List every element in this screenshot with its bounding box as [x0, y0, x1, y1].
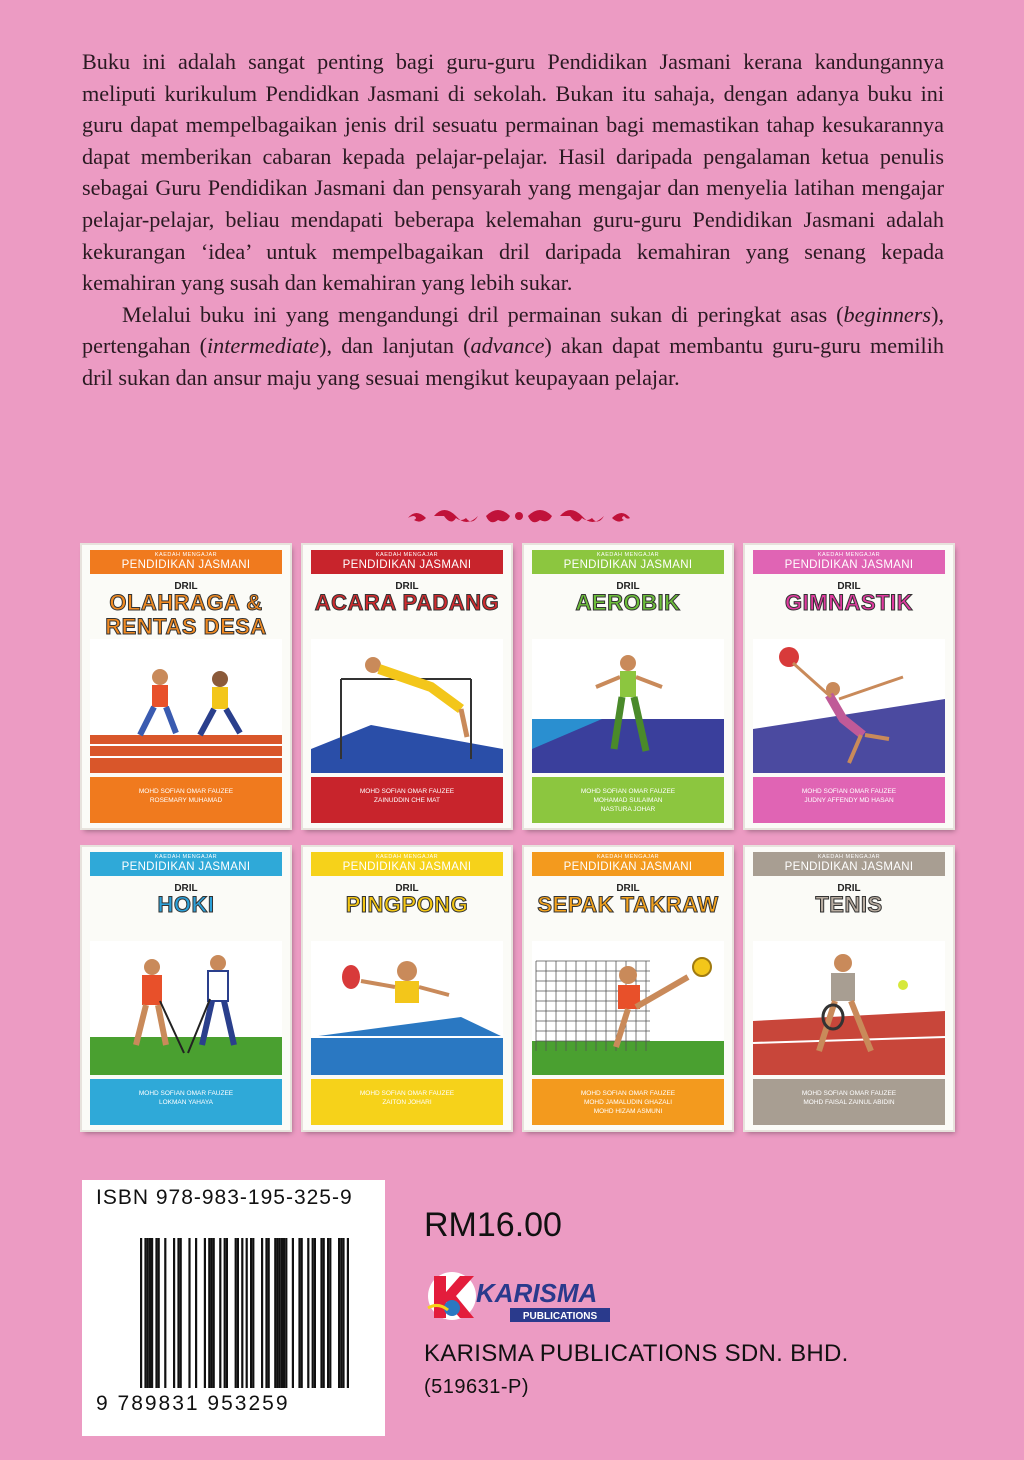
sport-illustration — [311, 639, 503, 773]
series-label: PENDIDIKAN JASMANI — [563, 559, 693, 571]
series-label: PENDIDIKAN JASMANI — [342, 861, 472, 873]
logo-brand-text: KARISMA — [476, 1278, 598, 1308]
book-authors: MOHD SOFIAN OMAR FAUZEE LOKMAN YAHAYA — [90, 1079, 282, 1125]
publisher-registration: (519631-P) — [424, 1376, 530, 1398]
book-authors: MOHD SOFIAN OMAR FAUZEE MOHAMAD SULAIMAN NASTURA JOHAR — [532, 777, 724, 823]
series-top-label: KAEDAH MENGAJAR — [596, 854, 660, 860]
series-top-label: KAEDAH MENGAJAR — [154, 552, 218, 558]
book-cover — [82, 545, 290, 828]
sport-illustration — [90, 941, 282, 1075]
series-top-label: KAEDAH MENGAJAR — [375, 854, 439, 860]
book-cover — [524, 545, 732, 828]
book-authors: MOHD SOFIAN OMAR FAUZEE MOHD FAISAL ZAINUL ABIDIN — [753, 1079, 945, 1125]
book-authors: MOHD SOFIAN OMAR FAUZEE ROSEMARY MUHAMAD — [90, 777, 282, 823]
dril-label: DRIL — [174, 581, 198, 592]
book-cover — [745, 545, 953, 828]
blurb-p2-text-e: ), dan lanjutan ( — [319, 333, 471, 359]
isbn-label: ISBN 978-983-195-325-9 — [96, 1186, 353, 1209]
dril-label: DRIL — [616, 581, 640, 592]
publisher-name: KARISMA PUBLICATIONS SDN. BHD. — [424, 1340, 849, 1367]
dril-label: DRIL — [837, 883, 861, 894]
blurb-term-advance: advance — [470, 333, 545, 359]
blurb-paragraph-2 — [82, 299, 944, 394]
series-band — [90, 852, 282, 876]
dril-label: DRIL — [395, 883, 419, 894]
sport-illustration — [532, 941, 724, 1075]
book-title: AEROBIK — [575, 590, 681, 615]
sport-illustration — [90, 639, 282, 773]
book-illustration — [753, 639, 945, 773]
blurb-term-beginners: beginners — [843, 301, 932, 327]
series-band — [753, 852, 945, 876]
book-illustration — [532, 941, 724, 1075]
book-title: OLAHRAGA & RENTAS DESA — [105, 590, 267, 639]
series-label: PENDIDIKAN JASMANI — [121, 559, 251, 571]
book-authors: MOHD SOFIAN OMAR FAUZEE ZAITON JOHARI — [311, 1079, 503, 1125]
book-cover — [303, 847, 511, 1130]
series-top-label: KAEDAH MENGAJAR — [817, 854, 881, 860]
series-band — [311, 550, 503, 574]
series-label: PENDIDIKAN JASMANI — [121, 861, 251, 873]
dril-label: DRIL — [837, 581, 861, 592]
series-band — [532, 550, 724, 574]
series-band — [532, 852, 724, 876]
blurb-paragraph-1: Buku ini adalah sangat penting bagi guru-guru Pendidikan Jasmani kerana kandungannya meliputi kurikulum Pendidkan Jasmani di sekolah. Bukan itu sahaja, dengan adanya buku ini guru dapat mempelbagaikan jenis dril sesuatu permainan bagi memastikan tahap kesukarannya dapat memberikan cabaran kepada pelajar-pelajar. Hasil daripada pengalaman ketua penulis sebagai Guru Pendidikan Jasmani dan pensyarah yang mengajar dan menyelia latihan mengajar pelajar-pelajar, beliau mendapati beberapa kelemahan guru-guru Pendidikan Jasmani adalah kekurangan ‘idea’ untuk mempelbagaikan dril daripada kemahiran yang senang kepada kemahiran yang susah dan kemahiran yang lebih sukar. — [82, 49, 944, 296]
book-illustration — [311, 941, 503, 1075]
price: RM16.00 — [424, 1206, 562, 1244]
blurb-p2-text-g: ) akan dapat membantu guru-guru memilih dril sukan dan ansur maju yang sesuai mengikut keupayaan pelajar. — [82, 333, 944, 390]
book-authors: MOHD SOFIAN OMAR FAUZEE ZAINUDDIN CHE MAT — [311, 777, 503, 823]
blurb-p2-text-a: Melalui buku ini yang mengandungi dril permainan sukan di peringkat asas ( — [122, 301, 844, 327]
book-illustration — [90, 941, 282, 1075]
book-title: ACARA PADANG — [314, 590, 500, 615]
blurb-p2-text-c: ), pertengahan ( — [82, 301, 944, 359]
book-illustration — [311, 639, 503, 773]
series-top-label: KAEDAH MENGAJAR — [154, 854, 218, 860]
book-title: PINGPONG — [345, 892, 469, 917]
book-cover — [745, 847, 953, 1130]
book-cover — [303, 545, 511, 828]
book-illustration — [90, 639, 282, 773]
book-illustration — [532, 639, 724, 773]
series-band — [311, 852, 503, 876]
sport-illustration — [753, 941, 945, 1075]
book-illustration — [753, 941, 945, 1075]
book-title: HOKI — [157, 892, 215, 917]
series-label: PENDIDIKAN JASMANI — [784, 559, 914, 571]
series-label: PENDIDIKAN JASMANI — [563, 861, 693, 873]
book-title: TENIS — [815, 892, 883, 917]
series-top-label: KAEDAH MENGAJAR — [596, 552, 660, 558]
series-label: PENDIDIKAN JASMANI — [784, 861, 914, 873]
dril-label: DRIL — [395, 581, 419, 592]
barcode — [138, 1238, 368, 1388]
karisma-logo — [424, 1264, 614, 1328]
sport-illustration — [311, 941, 503, 1075]
series-top-label: KAEDAH MENGAJAR — [375, 552, 439, 558]
decorative-divider — [404, 502, 634, 530]
book-authors: MOHD SOFIAN OMAR FAUZEE JUDNY AFFENDY MD HASAN — [753, 777, 945, 823]
series-top-label: KAEDAH MENGAJAR — [817, 552, 881, 558]
sport-illustration — [753, 639, 945, 773]
dril-label: DRIL — [174, 883, 198, 894]
series-band — [90, 550, 282, 574]
sport-illustration — [532, 639, 724, 773]
book-title: GIMNASTIK — [785, 590, 913, 615]
back-cover-blurb — [82, 46, 944, 394]
series-band — [753, 550, 945, 574]
related-titles-grid — [82, 545, 946, 1130]
isbn-barcode-panel — [82, 1180, 385, 1436]
book-authors: MOHD SOFIAN OMAR FAUZEE MOHD JAMALUDIN GHAZALI MOHD HIZAM ASMUNI — [532, 1079, 724, 1125]
book-cover — [82, 847, 290, 1130]
barcode-number: 9 789831 953259 — [96, 1392, 290, 1415]
logo-sub-text: PUBLICATIONS — [522, 1311, 598, 1322]
book-title: SEPAK TAKRAW — [537, 892, 719, 917]
series-label: PENDIDIKAN JASMANI — [342, 559, 472, 571]
blurb-term-intermediate: intermediate — [206, 333, 320, 359]
book-cover — [524, 847, 732, 1130]
dril-label: DRIL — [616, 883, 640, 894]
